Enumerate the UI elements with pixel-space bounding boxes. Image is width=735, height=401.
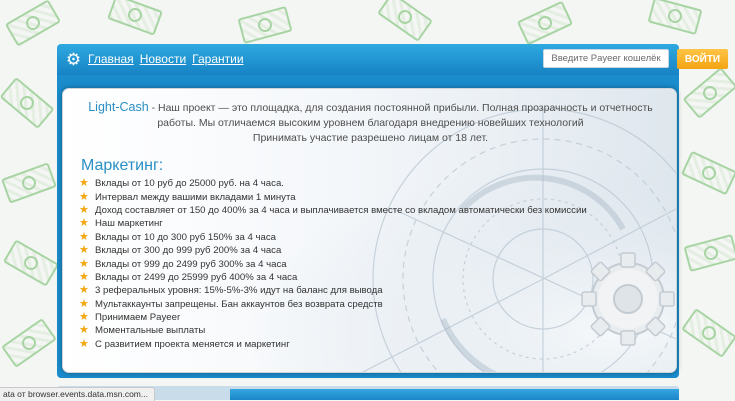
banknote-decoration xyxy=(0,77,55,129)
star-icon: ★ xyxy=(79,297,89,310)
star-icon: ★ xyxy=(79,244,89,257)
browser-status-bar: ata от browser.events.data.msn.com... xyxy=(0,387,155,401)
brand-name: Light-Cash xyxy=(88,100,149,114)
star-icon: ★ xyxy=(79,190,89,203)
banknote-decoration xyxy=(682,67,735,119)
list-item: ★ С развитием проекта меняется и маркетинг xyxy=(79,337,290,350)
intro-line-1: - Наш проект — это площадка, для создания постоянной прибыли. Полная прозрачность и отчетность xyxy=(148,102,653,114)
marketing-list xyxy=(79,177,587,351)
star-icon: ★ xyxy=(79,311,89,324)
marketing-heading: Маркетинг: xyxy=(81,157,164,174)
nav-links xyxy=(88,52,244,66)
list-item: ★ Вклады от 2499 до 25999 руб 400% за 4 часа xyxy=(79,270,298,283)
list-item: ★ Доход составляет от 150 до 400% за 4 часа и выплачивается вместе со вкладом автоматически без комиссии xyxy=(79,203,587,216)
banknote-decoration xyxy=(1,162,57,204)
next-section-banner xyxy=(230,389,679,400)
nav-link-news[interactable]: Новости xyxy=(139,52,187,66)
nav-link-guarantees[interactable]: Гарантии xyxy=(192,52,244,66)
banknote-decoration xyxy=(683,234,735,272)
banknote-decoration xyxy=(237,6,292,44)
intro-text xyxy=(83,100,658,146)
list-item: ★ Вклады от 10 руб до 25000 руб. на 4 часа. xyxy=(79,177,284,190)
banknote-decoration xyxy=(681,308,735,358)
gear-graphic xyxy=(582,253,674,345)
content-panel xyxy=(62,88,677,373)
nav-link-home[interactable]: Главная xyxy=(88,52,134,66)
star-icon: ★ xyxy=(79,270,89,283)
list-item: ★ Наш маркетинг xyxy=(79,217,163,230)
star-icon: ★ xyxy=(79,337,89,350)
intro-line-3: Принимать участие разрешено лицам от 18 лет. xyxy=(252,132,489,144)
banknote-decoration xyxy=(377,0,433,42)
list-item: ★ Вклады от 10 до 300 руб 150% за 4 часа xyxy=(79,230,276,243)
list-item: ★ Интервал между вашими вкладами 1 минута xyxy=(79,190,296,203)
gear-icon: ⚙ xyxy=(65,50,82,69)
star-icon: ★ xyxy=(79,203,89,216)
list-item: ★ Вклады от 300 до 999 руб 200% за 4 часа xyxy=(79,244,282,257)
list-item: ★ 3 реферальных уровня: 15%-5%-3% идут на баланс для вывода xyxy=(79,284,383,297)
banknote-decoration xyxy=(5,0,61,47)
banknote-decoration xyxy=(3,239,59,287)
star-icon: ★ xyxy=(79,324,89,337)
list-item: ★ Мультаккаунты запрещены. Бан аккаунтов без возврата средств xyxy=(79,297,383,310)
star-icon: ★ xyxy=(79,257,89,270)
star-icon: ★ xyxy=(79,177,89,190)
intro-line-2: работы. Мы отличаемся высоким уровнем благодаря внедрению новейших технологий xyxy=(157,117,584,129)
banknote-decoration xyxy=(681,151,735,196)
payeer-wallet-input[interactable] xyxy=(543,49,669,68)
login-button[interactable]: ВОЙТИ xyxy=(677,49,728,69)
banknote-decoration xyxy=(107,0,163,36)
banknote-decoration xyxy=(517,1,573,46)
list-item: ★ Моментальные выплаты xyxy=(79,324,206,337)
banknote-decoration xyxy=(647,0,702,35)
list-item: ★ Вклады от 999 до 2499 руб 300% за 4 часа xyxy=(79,257,287,270)
top-navigation-bar xyxy=(57,44,721,75)
star-icon: ★ xyxy=(79,284,89,297)
star-icon: ★ xyxy=(79,230,89,243)
list-item: ★ Принимаем Payeer xyxy=(79,311,181,324)
star-icon: ★ xyxy=(79,217,89,230)
banknote-decoration xyxy=(1,318,57,368)
